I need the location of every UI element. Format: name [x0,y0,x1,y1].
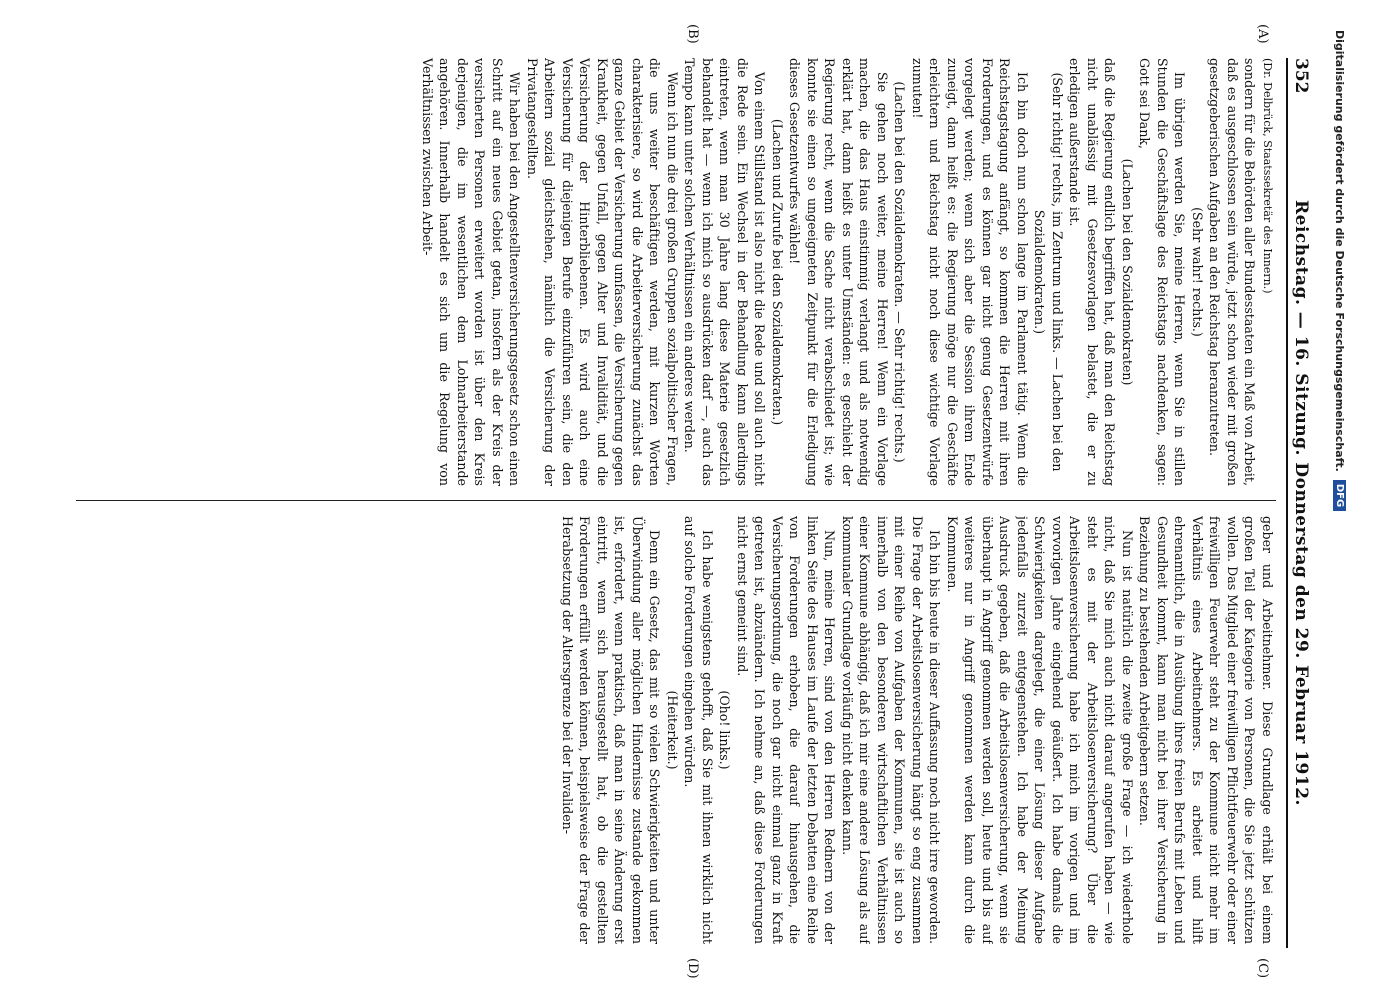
margin-mark-b: (B) [685,24,700,44]
interjection: (Lachen bei den Sozialdemokraten. — Sehr richtig! rechts.) [892,81,908,463]
paragraph: sondern für die Behörden aller Bundesstaaten ein Maß von Arbeit, daß es ausgeschlossen sein würde, jetzt schon wieder mit großen gesetzgeberischen Aufgaben an den Reichstag heranzutreten. [1207,58,1258,486]
paragraph: Sie gehen noch weiter, meine Herren! Wenn ein Vorlage machen, die das Haus einstimmig verlangt und als notwendig erklärt hat, dann heißt es unter Umständen: es geschieht der Regierung recht, wenn die Sache nicht verabschiedet ist; wie konnte sie einen so ungeeigneten Zeitpunkt für die Erledigung dieses Gesetzentwurfes wählen! [787,58,890,486]
credit-text: Digitalisierung gefördert durch die Deutsche Forschungsgemeinschaft. [1333,30,1347,472]
paragraph: Ich habe wenigstens gehofft, daß Sie mit ihnen wirklich nicht auf solche Forderungen eingehen würden. [682,516,715,944]
interjection: (Lachen und Zurufe bei den Sozialdemokraten.) [770,118,785,426]
column-rule [76,500,1276,501]
interjection: (Lachen bei den Sozialdemokraten) [1120,158,1135,386]
paragraph: Wenn ich nun die drei großen Gruppen sozialpolitischer Fragen, die uns weiter beschäftigen werden, mit kurzen Worten charakterisiere, so wird die Arbeiterversicherung zunächst das ganze Gebiet der Versicherung umfassen, die Versicherung gegen Krankheit, gegen Unfall, gegen Alter und Invalidität, und die Versicherung der Hinterbliebenen. Es wird auch eine Versicherung für diejenigen Berufe einzuführen sein, die den Arbeitern sozial gleichstehen, nämlich die Versicherung der Privatangestellten. [525,58,680,486]
interjection: (Sehr richtig! rechts, im Zentrum und links. — Lachen bei den Sozialdemokraten.) [1032,72,1065,472]
paragraph: Von einem Stillstand ist also nicht die Rede und soll auch nicht die Rede sein. Ein Wechsel in der Behandlung kann allerdings eintreten, wenn man 30 Jahre lang diese Materie gesetzlich behandelt hat — wenn ich mich so ausdrücken darf —, auch das Tempo kann unter solchen Verhältnissen ein anderes werden. [682,58,768,486]
interjection: (Oho! links.) [717,690,733,770]
interjection: (Heiterkeit.) [665,690,680,770]
page-number: 352 [1291,58,1311,94]
right-column [76,516,1276,944]
paragraph: Ich bin bis heute in dieser Auffassung noch nicht irre geworden. Die Frage der Arbeitslosenversicherung hängt so eng zusammen mit einer Reihe von Aufgaben der Kommunen, sie ist auch so innerhalb von den besonderen wirtschaftlichen Verhältnissen einer Kommune abhängig, daß ich mir eine andere Lösung als auf kommunaler Grundlage vorläufig nicht denken kann. [840,516,943,944]
paragraph: geber und Arbeitnehmer. Diese Grundlage erhält bei einem großen Teil der Kategorie von Personen, die Sie jetzt schützen wollen. Das Mitglied einer freiwilligen Pflichtfeuerwehr oder einer freiwilligen Feuerwehr steht zu der Kommune nicht mehr im Verhältnis eines Arbeitnehmers. Es arbeitet und hilft ehrenamtlich, die in Ausübung ihres freien Berufs mit Leben und Gesundheit kommt, kann man nicht bei ihrer Versicherung in Beziehung zu bestehenden Arbeitgebern setzen. [1137,516,1275,944]
left-column [76,58,1276,486]
paragraph: Wir haben bei den Angestelltenversicherungsgesetz schon einen Schritt auf ein neues Gebiet getan, insofern als der Kreis der versicherten Personen erweitert worden ist über den Kreis derjenigen, die im wesentlichen dem Lohnarbeiterstande angehören. Innerhalb handelt es sich um die Regelung von Verhältnissen zwischen Arbeit- [420,58,523,486]
paragraph: daß die Regierung endlich begriffen hat, daß man den Reichstag nicht unablässig mit Gesetzesvorlagen belastet, die er zu erledigen außerstande ist. [1067,58,1118,486]
digitization-credit [1330,30,1350,1000]
paragraph: Nun ist natürlich die zweite große Frage — ich wiederhole nicht, daß Sie mich auch nicht darauf angerufen haben — wie steht es mit der Arbeitslosenversicherung? Über die Arbeitslosenversicherung habe ich mich im vorigen und im vorvorigen Jahre eingehend geäußert. Ich habe damals die Schwierigkeiten dargelegt, die einer Lösung dieser Aufgabe jedenfalls zurzeit entgegenstehen. Ich habe der Meinung Ausdruck gegeben, daß die Arbeitslosenversicherung, wenn sie überhaupt in Angriff genommen werden soll, heute und bis auf weiteres nur in Angriff genommen werden kann durch die Kommunen. [945,516,1135,944]
paragraph: Im übrigen werden Sie, meine Herren, wenn Sie in stillen Stunden die Geschäftslage des Reichstags nachdenken, sagen: Gott sei Dank, [1137,58,1188,486]
margin-mark-d: (D) [685,958,700,979]
dfg-logo: DFG [1334,480,1347,511]
margin-mark-a: (A) [1255,24,1270,44]
scanned-page [60,24,1320,979]
running-head [1286,58,1320,948]
speaker-note: (Dr. Delbrück, Staatssekretär des Innern.) [1261,58,1274,294]
paragraph: Denn ein Gesetz, das mit so vielen Schwierigkeiten und unter Überwindung aller möglichen Hindernisse zustande gekommen ist, erfordert, wenn praktisch, daß man in seine Änderung erst eintritt, wenn sich herausgestellt hat, ob die gestellten Forderungen erfüllt werden können, beispielsweise der Frage der Herabsetzung der Altersgrenze bei der Invaliden- [560,516,663,944]
paragraph: Ich bin doch nun schon lange im Parlament tätig. Wenn die Reichstagstagung anfängt, so kommen die Herren mit ihren Forderungen, und es können gar nicht genug Gesetzentwürfe vorgelegt werden; wenn sich aber die Session ihrem Ende zuneigt, dann heißt es: die Regierung möge nur die Geschäfte erleichtern und Reichstag nicht noch diese wichtige Vorlage zumuten! [910,58,1030,486]
interjection: (Sehr wahr! rechts.) [1190,207,1205,337]
page-title: Reichstag. — 16. Sitzung. Donnerstag den 29. Februar 1912. [1291,200,1311,806]
paragraph: Nun, meine Herren, sind von den Herren Rednern von der linken Seite des Hauses im Laufe der letzten Debatten eine Reihe von Forderungen erhoben, die darauf hinausgehen, die Versicherungsordnung, die noch gar nicht einmal ganz in Kraft getreten ist, abzuändern. Ich nehme an, daß diese Forderungen nicht ernst gemeint sind. [735,516,838,944]
margin-mark-c: (C) [1255,958,1270,979]
